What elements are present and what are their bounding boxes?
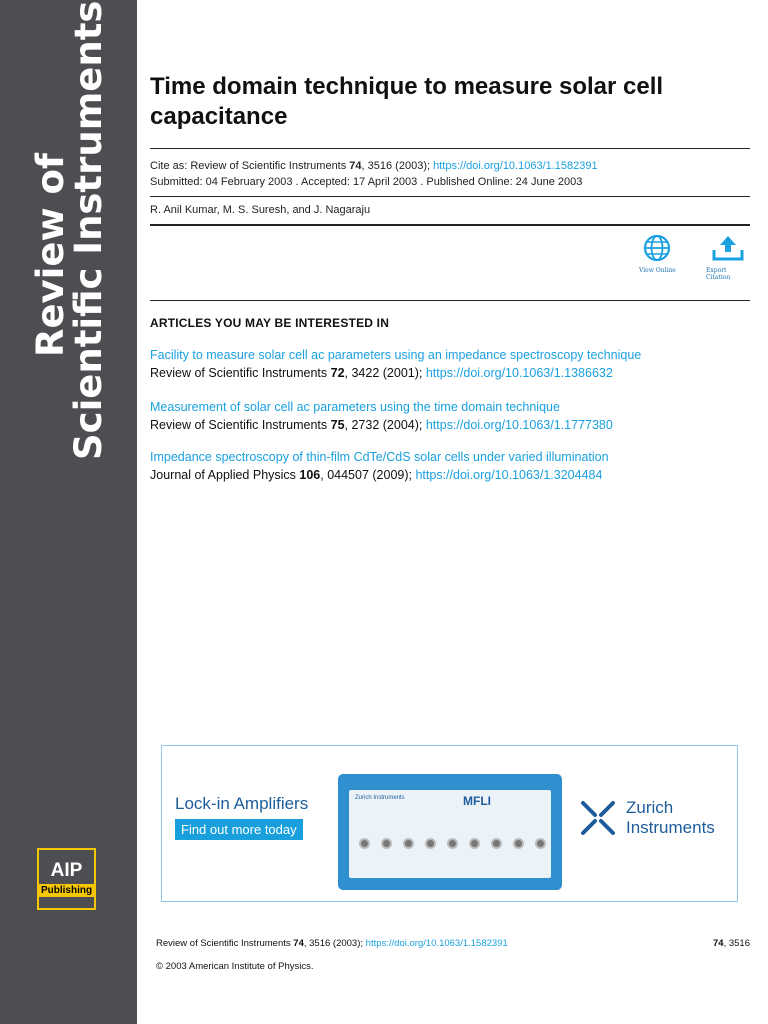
journal-name-line2: Scientific Instruments: [67, 0, 110, 460]
zurich-instruments-name: [626, 798, 715, 838]
bnc-connector: [535, 838, 546, 849]
footer-cite-rest: , 3516 (2003);: [303, 938, 366, 949]
doi-link[interactable]: https://doi.org/10.1063/1.1582391: [433, 160, 598, 172]
divider: [150, 148, 750, 149]
device-brand-label: Zurich Instruments: [355, 795, 405, 801]
divider: [150, 196, 750, 197]
related-article: [150, 346, 750, 382]
bnc-connector: [469, 838, 480, 849]
footer-citation: [156, 938, 508, 949]
related-article-journal: Journal of Applied Physics: [150, 468, 300, 482]
device-connectors: [359, 838, 549, 854]
globe-icon: [643, 234, 671, 262]
footer-cite-prefix: Review of Scientific Instruments: [156, 938, 294, 949]
footer-page-number: , 3516: [723, 938, 750, 949]
footer-doi-link[interactable]: https://doi.org/10.1063/1.1582391: [365, 938, 508, 949]
related-article-volume: 106: [299, 468, 321, 482]
device-front-panel: [349, 790, 551, 878]
ad-headline: Lock-in Amplifiers: [175, 794, 309, 813]
publication-dates: Submitted: 04 February 2003 . Accepted: 17 April 2003 . Published Online: 24 June 2003: [150, 176, 583, 188]
paper-title: Time domain technique to measure solar cell capacitance: [150, 73, 664, 130]
related-article-source: [150, 416, 750, 434]
related-article: [150, 448, 750, 484]
bnc-connector: [491, 838, 502, 849]
zurich-instruments-icon: [580, 800, 616, 836]
related-article-pages: , 044507 (2009);: [320, 468, 416, 482]
related-article-source: [150, 364, 750, 382]
related-article-doi[interactable]: https://doi.org/10.1063/1.1386632: [425, 366, 613, 380]
related-articles-heading: ARTICLES YOU MAY BE INTERESTED IN: [150, 316, 390, 330]
related-article-title[interactable]: Impedance spectroscopy of thin-film CdTe/CdS solar cells under varied illumination: [150, 450, 609, 464]
divider: [150, 300, 750, 301]
citation-line: [150, 158, 598, 174]
cite-prefix: Cite as: Review of Scientific Instruments: [150, 160, 350, 172]
cite-volume: 74: [349, 160, 362, 172]
related-article-source: [150, 466, 750, 484]
company-name-line1: Zurich: [626, 798, 674, 817]
cite-rest: , 3516 (2003);: [361, 160, 434, 172]
related-article-volume: 72: [330, 366, 345, 380]
related-article-title[interactable]: Facility to measure solar cell ac parameters using an impedance spectroscopy technique: [150, 348, 642, 362]
related-article-pages: , 2732 (2004);: [344, 418, 426, 432]
zurich-instruments-logo: [580, 798, 715, 838]
export-icon: [711, 234, 745, 262]
related-article-volume: 75: [330, 418, 345, 432]
bnc-connector: [381, 838, 392, 849]
export-citation-label: Export Citation: [706, 267, 731, 281]
divider: [150, 224, 750, 226]
related-article: [150, 398, 750, 434]
bnc-connector: [403, 838, 414, 849]
lock-in-amplifier-image: [338, 774, 562, 890]
journal-name-vertical: [29, 0, 110, 460]
bnc-connector: [425, 838, 436, 849]
logo-sub-text: Publishing: [38, 884, 95, 897]
ad-cta-button[interactable]: Find out more today: [175, 819, 303, 840]
related-article-journal: Review of Scientific Instruments: [150, 418, 331, 432]
footer-page-ref: [713, 938, 750, 949]
footer-page-volume: 74: [713, 938, 724, 949]
related-article-pages: , 3422 (2001);: [344, 366, 426, 380]
advertisement-banner[interactable]: [161, 745, 738, 902]
related-article-journal: Review of Scientific Instruments: [150, 366, 331, 380]
view-online-button[interactable]: [639, 234, 676, 274]
related-article-title[interactable]: Measurement of solar cell ac parameters using the time domain technique: [150, 400, 560, 414]
company-name-line2: Instruments: [626, 818, 715, 837]
copyright-notice: © 2003 American Institute of Physics.: [156, 961, 314, 972]
related-article-doi[interactable]: https://doi.org/10.1063/1.1777380: [425, 418, 613, 432]
aip-publishing-logo[interactable]: [37, 848, 96, 910]
logo-main-text: AIP: [50, 860, 83, 881]
bnc-connector: [513, 838, 524, 849]
device-model-label: MFLI: [463, 794, 491, 808]
footer-cite-volume: 74: [293, 938, 304, 949]
bnc-connector: [359, 838, 370, 849]
authors: R. Anil Kumar, M. S. Suresh, and J. Nagaraju: [150, 204, 371, 216]
view-online-label: View Online: [639, 267, 676, 274]
bnc-connector: [447, 838, 458, 849]
export-citation-button[interactable]: [706, 234, 750, 281]
related-article-doi[interactable]: https://doi.org/10.1063/1.3204484: [415, 468, 603, 482]
journal-name-line1: Review of: [29, 152, 72, 358]
sidebar: [0, 0, 137, 1024]
